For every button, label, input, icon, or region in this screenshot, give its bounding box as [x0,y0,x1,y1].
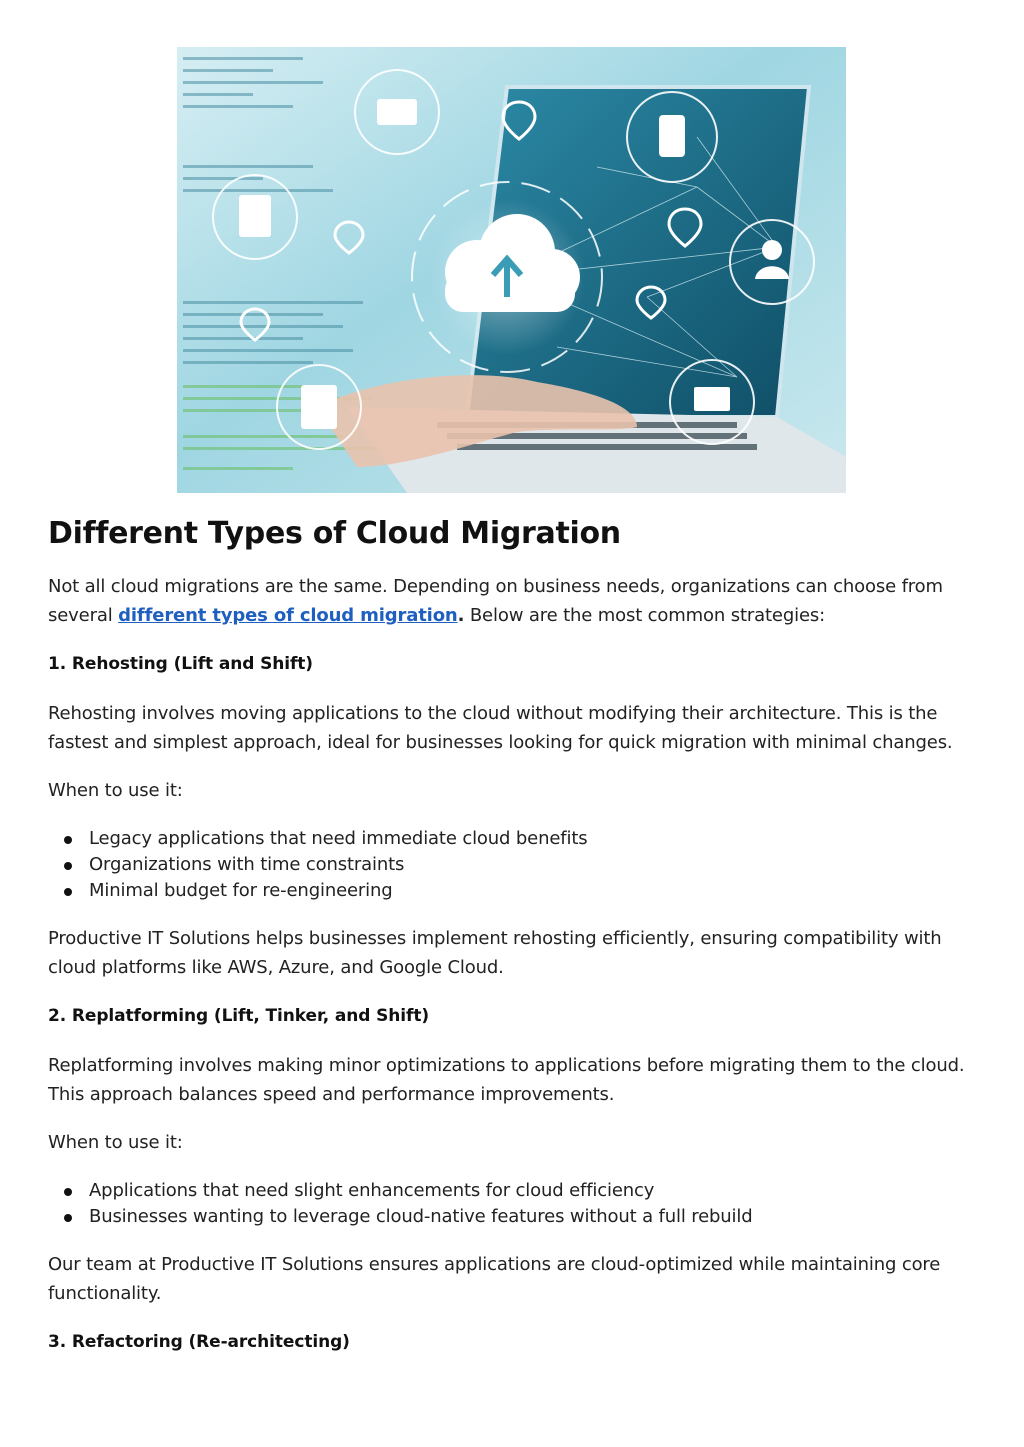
section-heading-rehosting: 1. Rehosting (Lift and Shift) [48,654,313,674]
intro-text-part1: Not all cloud migrations are the same. Depending on business needs, organizations can choose from several [48,576,943,626]
section-heading-refactoring: 3. Refactoring (Re-architecting) [48,1332,350,1352]
bullet-list-replatforming [48,1178,978,1230]
list-item [48,1204,978,1230]
list-item-text: Applications that need slight enhancements for cloud efficiency [89,1180,655,1201]
intro-dot: . [457,605,465,626]
page-title: Different Types of Cloud Migration [48,516,621,551]
section-closing-rehosting: Productive IT Solutions helps businesses implement rehosting efficiently, ensuring compatibility with cloud platforms like AWS, Azure, and Google Cloud. [48,928,942,978]
list-item-text: Legacy applications that need immediate cloud benefits [89,828,588,849]
when-label-replatforming: When to use it: [48,1132,183,1153]
bullet-icon [64,1188,72,1196]
list-item-text: Minimal budget for re-engineering [89,880,393,901]
section-description-replatforming: Replatforming involves making minor optimizations to applications before migrating them to the cloud. This approach balances speed and performance improvements. [48,1055,965,1105]
bullet-list-rehosting [48,826,978,904]
bullet-icon [64,862,72,870]
intro-paragraph [48,572,978,630]
article [48,512,978,1354]
list-item [48,826,978,852]
bullet-icon [64,836,72,844]
cloud-migration-types-link[interactable]: different types of cloud migration [118,605,458,626]
list-item [48,852,978,878]
section-closing-replatforming: Our team at Productive IT Solutions ensures applications are cloud-optimized while maintaining core functionality. [48,1254,941,1304]
bullet-icon [64,888,72,896]
when-label-rehosting: When to use it: [48,780,183,801]
list-item [48,1178,978,1204]
section-heading-replatforming: 2. Replatforming (Lift, Tinker, and Shift) [48,1006,430,1026]
list-item [48,878,978,904]
list-item-text: Organizations with time constraints [89,854,405,875]
section-description-rehosting: Rehosting involves moving applications to the cloud without modifying their architecture. This is the fastest and simplest approach, ideal for businesses looking for quick migration with minimal changes. [48,703,953,753]
bullet-icon [64,1214,72,1222]
hero-image [177,47,846,493]
list-item-text: Businesses wanting to leverage cloud-native features without a full rebuild [89,1206,753,1227]
intro-text-part2: Below are the most common strategies: [464,605,826,626]
